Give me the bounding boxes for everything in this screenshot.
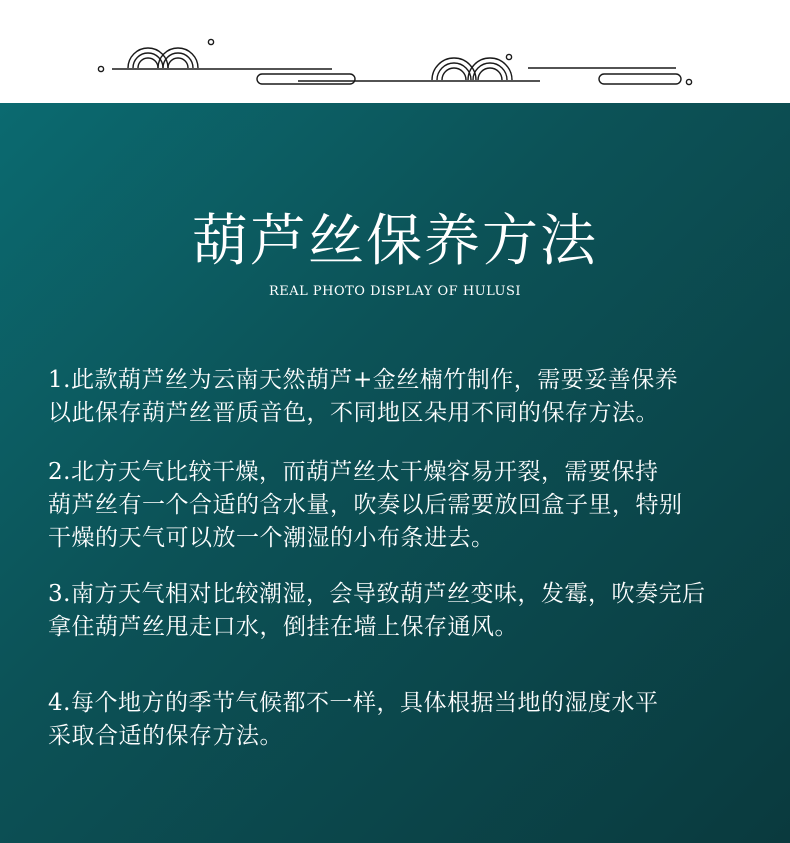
paragraph-line: 葫芦丝有一个合适的含水量，吹奏以后需要放回盒子里，特别 [48, 492, 683, 518]
paragraph-line: 4.每个地方的季节气候都不一样，具体根据当地的湿度水平 [48, 690, 659, 716]
paragraph-line: 采取合适的保存方法。 [48, 723, 283, 749]
paragraph-4 [48, 687, 748, 753]
content-panel [0, 103, 790, 843]
page-subtitle: REAL PHOTO DISPLAY OF HULUSI [268, 284, 522, 299]
paragraph-line: 2.北方天气比较干燥，而葫芦丝太干燥容易开裂，需要保持 [48, 459, 659, 485]
header-ornament-band [0, 0, 790, 103]
paragraph-line: 3.南方天气相对比较潮湿，会导致葫芦丝变味，发霉，吹奏完后 [48, 581, 706, 607]
paragraph-line: 以此保存葫芦丝晋质音色，不同地区朵用不同的保存方法。 [48, 400, 659, 426]
paragraph-1 [48, 364, 748, 430]
paragraph-line: 干燥的天气可以放一个潮湿的小布条进去。 [48, 525, 495, 551]
paragraph-line: 拿住葫芦丝甩走口水，倒挂在墙上保存通风。 [48, 614, 518, 640]
cloud-wave-ornament-icon [0, 0, 790, 103]
paragraph-3 [48, 578, 748, 644]
paragraph-line: 1.此款葫芦丝为云南天然葫芦+金丝楠竹制作，需要妥善保养 [48, 367, 679, 393]
page-title: 葫芦丝保养方法 [192, 209, 598, 274]
paragraph-2 [48, 456, 748, 555]
